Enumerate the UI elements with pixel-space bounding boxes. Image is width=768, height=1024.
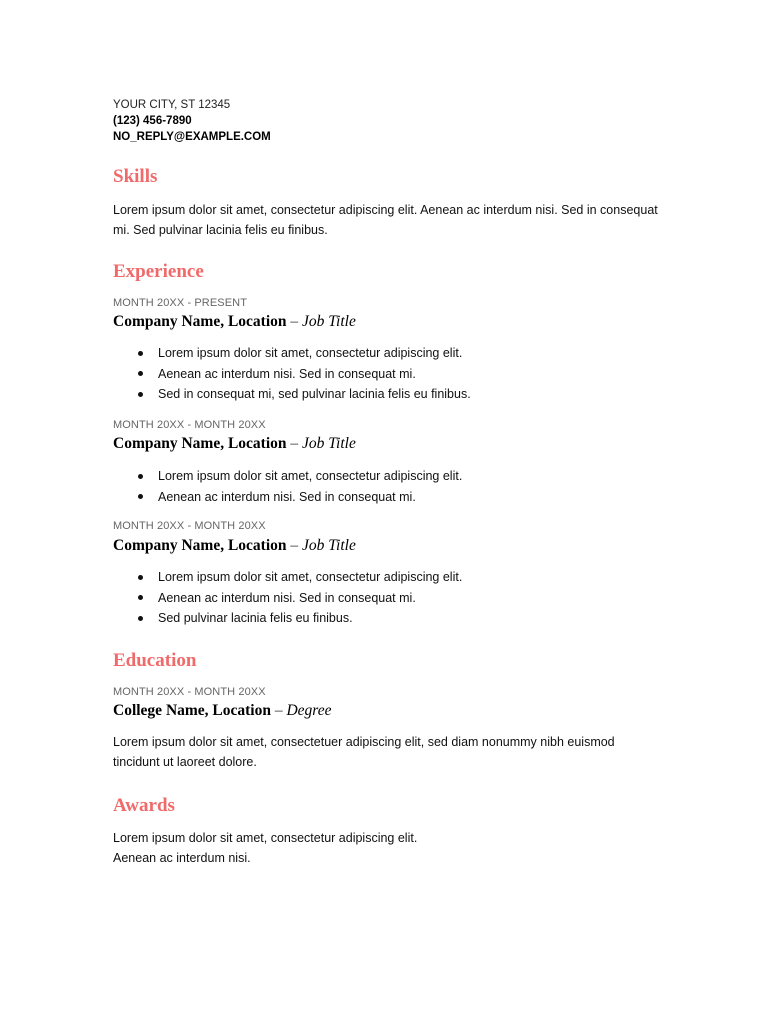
education-heading: Education (113, 650, 197, 671)
education-header (113, 702, 332, 720)
job-bullet: Lorem ipsum dolor sit amet, consectetur adipiscing elit. (113, 466, 462, 487)
job-dates: MONTH 20XX - PRESENT (113, 297, 248, 309)
job-company: Company Name, Location (113, 313, 287, 330)
job-dates: MONTH 20XX - MONTH 20XX (113, 520, 266, 532)
job-company: Company Name, Location (113, 435, 287, 452)
job-bullet: Sed pulvinar lacinia felis eu finibus. (113, 608, 462, 629)
job-title: Job Title (302, 435, 356, 452)
job-company: Company Name, Location (113, 537, 287, 554)
job-bullet: Aenean ac interdum nisi. Sed in consequat mi. (113, 364, 471, 385)
contact-city: YOUR CITY, ST 12345 (113, 99, 231, 111)
job-title: Job Title (302, 313, 356, 330)
awards-text (113, 828, 673, 868)
awards-line: Aenean ac interdum nisi. (113, 851, 251, 865)
job-bullet-list (113, 567, 462, 629)
job-bullet: Aenean ac interdum nisi. Sed in consequat mi. (113, 588, 462, 609)
awards-heading: Awards (113, 795, 175, 816)
job-bullet: Sed in consequat mi, sed pulvinar lacinia felis eu finibus. (113, 384, 471, 405)
education-dates: MONTH 20XX - MONTH 20XX (113, 686, 266, 698)
job-bullet-list (113, 343, 471, 405)
education-separator: – (270, 702, 287, 719)
degree: Degree (286, 702, 332, 719)
experience-heading: Experience (113, 261, 204, 282)
job-dates: MONTH 20XX - MONTH 20XX (113, 419, 266, 431)
job-header (113, 435, 356, 453)
skills-text: Lorem ipsum dolor sit amet, consectetur adipiscing elit. Aenean ac interdum nisi. Sed in consequat mi. Sed pulvinar lacinia felis eu finibus. (113, 203, 658, 237)
awards-line: Lorem ipsum dolor sit amet, consectetur adipiscing elit. (113, 831, 418, 845)
job-bullet: Lorem ipsum dolor sit amet, consectetur adipiscing elit. (113, 567, 462, 588)
skills-heading: Skills (113, 166, 158, 187)
contact-block (113, 97, 271, 145)
contact-email: NO_REPLY@EXAMPLE.COM (113, 131, 271, 143)
job-title: Job Title (302, 537, 356, 554)
job-bullet-list (113, 466, 462, 507)
job-separator: – (286, 313, 303, 330)
contact-phone: (123) 456-7890 (113, 115, 192, 127)
job-header (113, 313, 356, 331)
job-header (113, 537, 356, 555)
job-separator: – (286, 537, 303, 554)
job-bullet: Aenean ac interdum nisi. Sed in consequat mi. (113, 487, 462, 508)
job-separator: – (286, 435, 303, 452)
job-bullet: Lorem ipsum dolor sit amet, consectetur adipiscing elit. (113, 343, 471, 364)
education-text: Lorem ipsum dolor sit amet, consectetuer adipiscing elit, sed diam nonummy nibh euismod tincidunt ut laoreet dolore. (113, 735, 615, 769)
college-name: College Name, Location (113, 702, 271, 719)
